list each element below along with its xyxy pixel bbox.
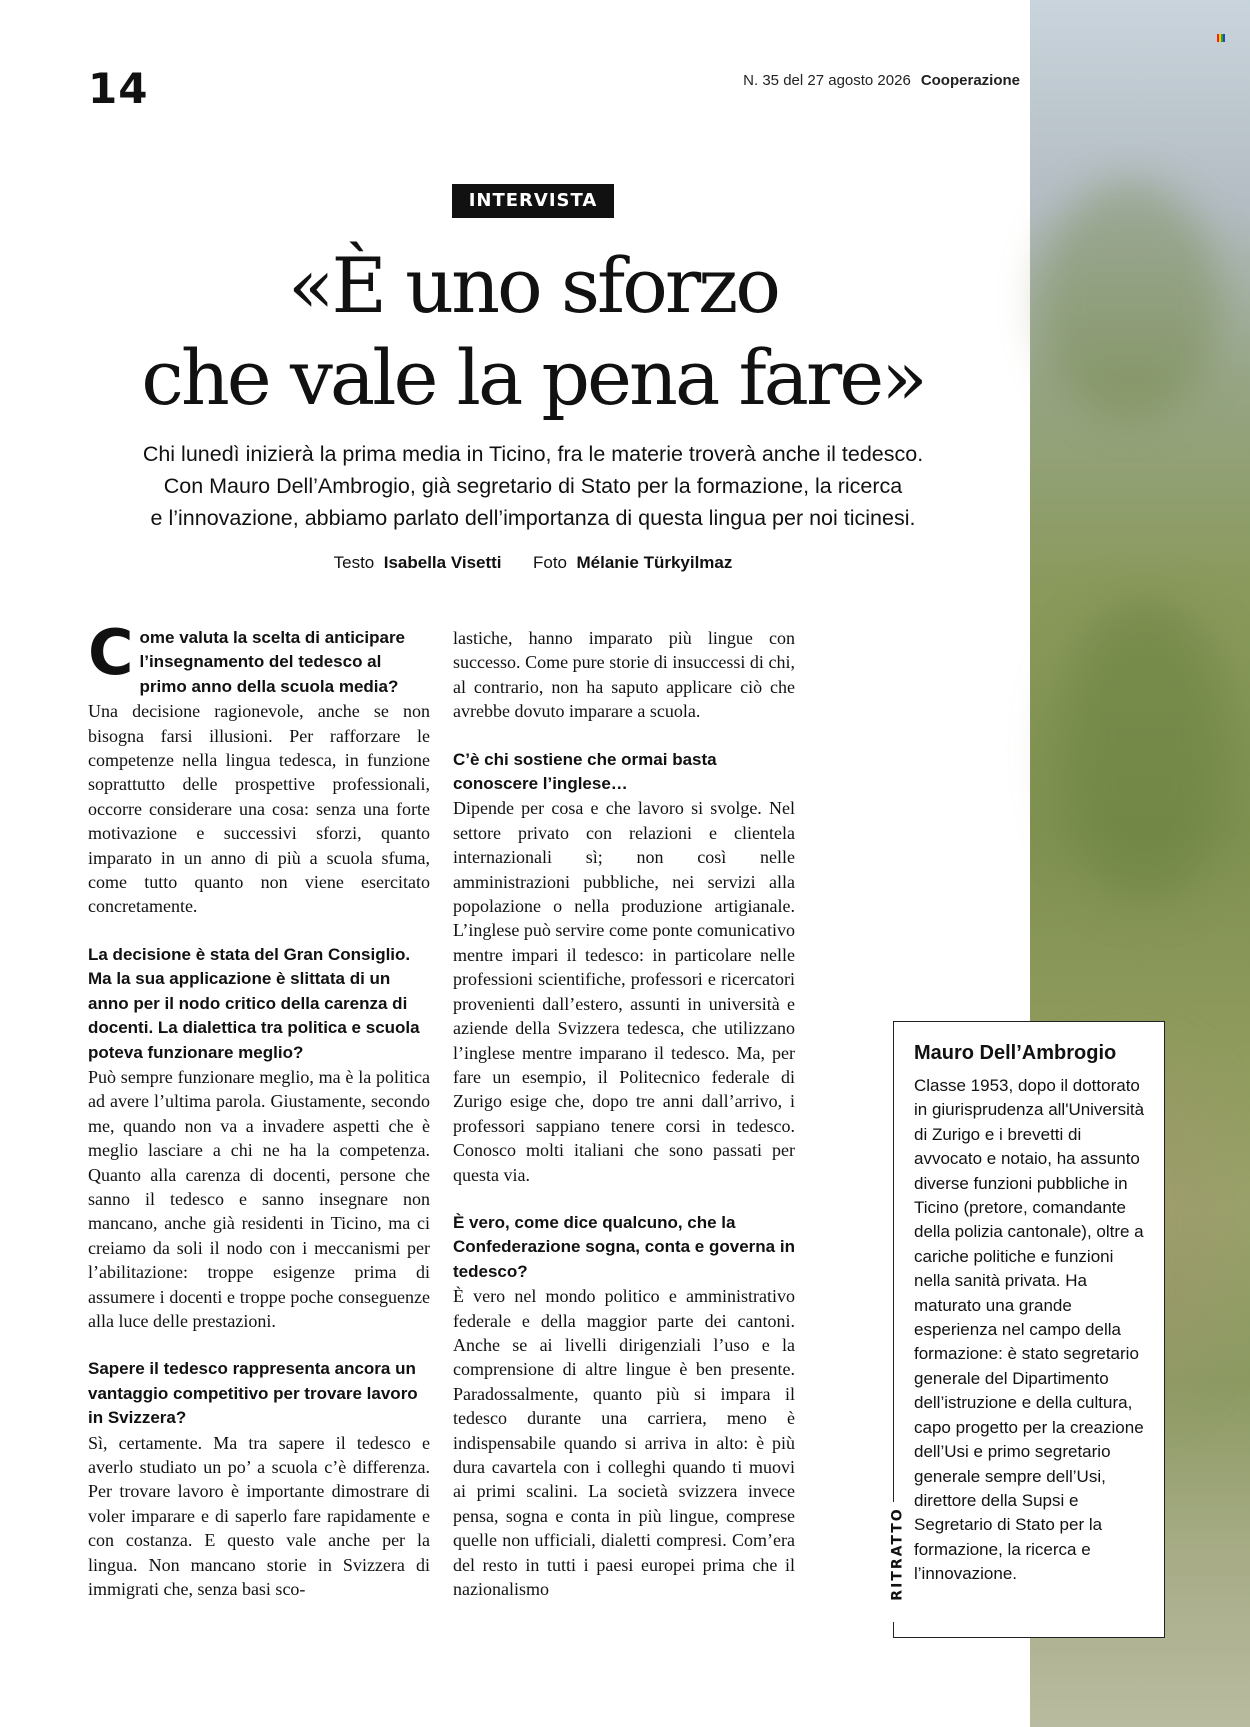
interview-answer: Una decisione ragionevole, anche se non bisogna farsi illusioni. Per rafforzare le competenze nella lingua tedesca, in funzione soprattutto delle prospettive professionali, occorre considerare una cosa: senza una forte motivazione e successivi sforzi, quanto imparato in un anno di più a scuola sfuma, come tutto quanto non viene esercitato concretamente. xyxy=(88,701,430,917)
headline-line: «È uno sforzo xyxy=(288,241,778,330)
publication-name: Cooperazione xyxy=(920,72,1020,89)
standfirst-line: Con Mauro Dell’Ambrogio, già segretario di Stato per la formazione, la ricerca xyxy=(163,474,903,498)
byline-photo-label: Foto xyxy=(533,553,568,572)
byline-photo-author: Mélanie Türkyilmaz xyxy=(576,553,733,572)
interview-answer: Dipende per cosa e che lavoro si svolge. Nel settore privato con relazioni e clientela internazionali sì; non così nelle amministrazioni pubbliche, nei servizi alla popolazione o nella produzione artigianale. L’inglese può servire come ponte comunicativo mentre impari il tedesco: in particolare nelle professioni scientifiche, professori e ricercatori provenienti dall’estero, assunti in università e aziende della Svizzera tedesca, che utilizzano l’inglese mentre imparano il tedesco. Ma, per fare un esempio, il Politecnico federale di Zurigo esige che, dopo tre anni dall’arrivo, i professori sappiano tenere corsi in tedesco. Conosco molti italiani che sono passati per questa via. xyxy=(453,798,795,1185)
byline xyxy=(0,553,1066,573)
photo-foliage xyxy=(1040,180,1220,420)
issue-date: N. 35 del 27 agosto 2026 xyxy=(743,72,911,89)
interview-question: È vero, come dice qualcuno, che la Confederazione sogna, conta e governa in tedesco? xyxy=(453,1212,795,1281)
portrait-sidebar xyxy=(889,1021,1165,1638)
standfirst-line: e l’innovazione, abbiamo parlato dell’importanza di questa lingua per noi ticinesi. xyxy=(150,506,916,530)
interview-question: Sapere il tedesco rappresenta ancora un vantaggio competitivo per trovare lavoro in Svizzera? xyxy=(88,1359,418,1428)
interview-answer: È vero nel mondo politico e amministrativo federale e della maggior parte dei cantoni. Anche se ai livelli dirigenziali l’uso e la comprensione di altre lingue è ben presente. Paradossalmente, quanto più si impara il tedesco durante una carriera, meno è indispensabile quando si arriva in alto: è più dura cavartela con i colleghi quando ti muovi ai primi scalini. La società svizzera invece pensa, sogna e conta in più lingue, comprese quelle non ufficiali, dialetti compresi. Com’era del resto in tutti i paesi europei prima che il nazionalismo xyxy=(453,1286,795,1600)
byline-text-label: Testo xyxy=(333,553,375,572)
page-number: 14 xyxy=(88,64,149,113)
article-column-2 xyxy=(453,626,795,1601)
drop-cap: C xyxy=(88,616,134,689)
headline-line: che vale la pena fare» xyxy=(141,333,925,422)
section-kicker: INTERVISTA xyxy=(452,184,614,218)
standfirst-line: Chi lunedì inizierà la prima media in Ticino, fra le materie troverà anche il tedesco. xyxy=(142,442,924,466)
byline-text-author: Isabella Visetti xyxy=(383,553,502,572)
interview-answer: Può sempre funzionare meglio, ma è la politica ad avere l’ultima parola. Giustamente, secondo me, quando non va a invadere aspetti che è meglio lasciare a chi ne ha la competenza. Quanto alla carenza di docenti, persone che sanno il tedesco e sanno insegnare non mancano, anche già residenti in Ticino, ma ci creiamo da soli il nodo con i meccanismi per l’abilitazione: troppe esigenze prima di assumere i docenti e troppe poche conseguenze alla luce delle prestazioni. xyxy=(88,1066,430,1331)
issue-info xyxy=(743,72,1020,89)
interview-question: C’è chi sostiene che ormai basta conoscere l’inglese… xyxy=(453,749,717,794)
sidebar-name: Mauro Dell’Ambrogio xyxy=(914,1042,1117,1064)
interview-question: Come valuta la scelta di anticipare l’insegnamento del tedesco al primo anno della scuola media? xyxy=(88,616,406,696)
interview-question: La decisione è stata del Gran Consiglio. Ma la sua applicazione è slittata di un anno per il nodo critico della carenza di docenti. La dialettica tra politica e scuola poteva funzionare meglio? xyxy=(88,944,420,1062)
interview-answer: lastiche, hanno imparato più lingue con successo. Come pure storie di insuccessi di chi, al contrario, non ha saputo applicare ciò che avrebbe dovuto imparare a scuola. xyxy=(453,628,795,722)
print-color-bar xyxy=(1217,34,1225,42)
interview-answer: Sì, certamente. Ma tra sapere il tedesco e averlo studiato un po’ a scuola c’è differenza. Per trovare lavoro è importante dimostrare di voler imparare e di saperlo fare rapidamente e con costanza. E questo vale anche per la lingua. Non mancano storie in Svizzera di immigrati che, senza basi sco- xyxy=(88,1432,430,1600)
photo-foliage xyxy=(1060,600,1230,900)
headline xyxy=(0,240,1066,424)
article-column-1 xyxy=(88,616,430,1601)
sidebar-label: RITRATTO xyxy=(889,1507,906,1601)
standfirst xyxy=(80,438,986,534)
sidebar-bio: Classe 1953, dopo il dottorato in giurisprudenza all'Università di Zurigo e i brevetti di avvocato e notaio, ha assunto diverse funzioni pubbliche in Ticino (pretore, comandante della polizia cantonale), oltre a cariche politiche e funzioni nella sanità privata. Ha maturato una grande esperienza nel campo della formazione: è stato segretario generale del Dipartimento dell’istruzione e della cultura, capo progetto per la creazione dell’Usi e primo segretario generale sempre dell’Usi, direttore della Supsi e Segretario di Stato per la formazione, la ricerca e l’innovazione. xyxy=(914,1076,1145,1584)
